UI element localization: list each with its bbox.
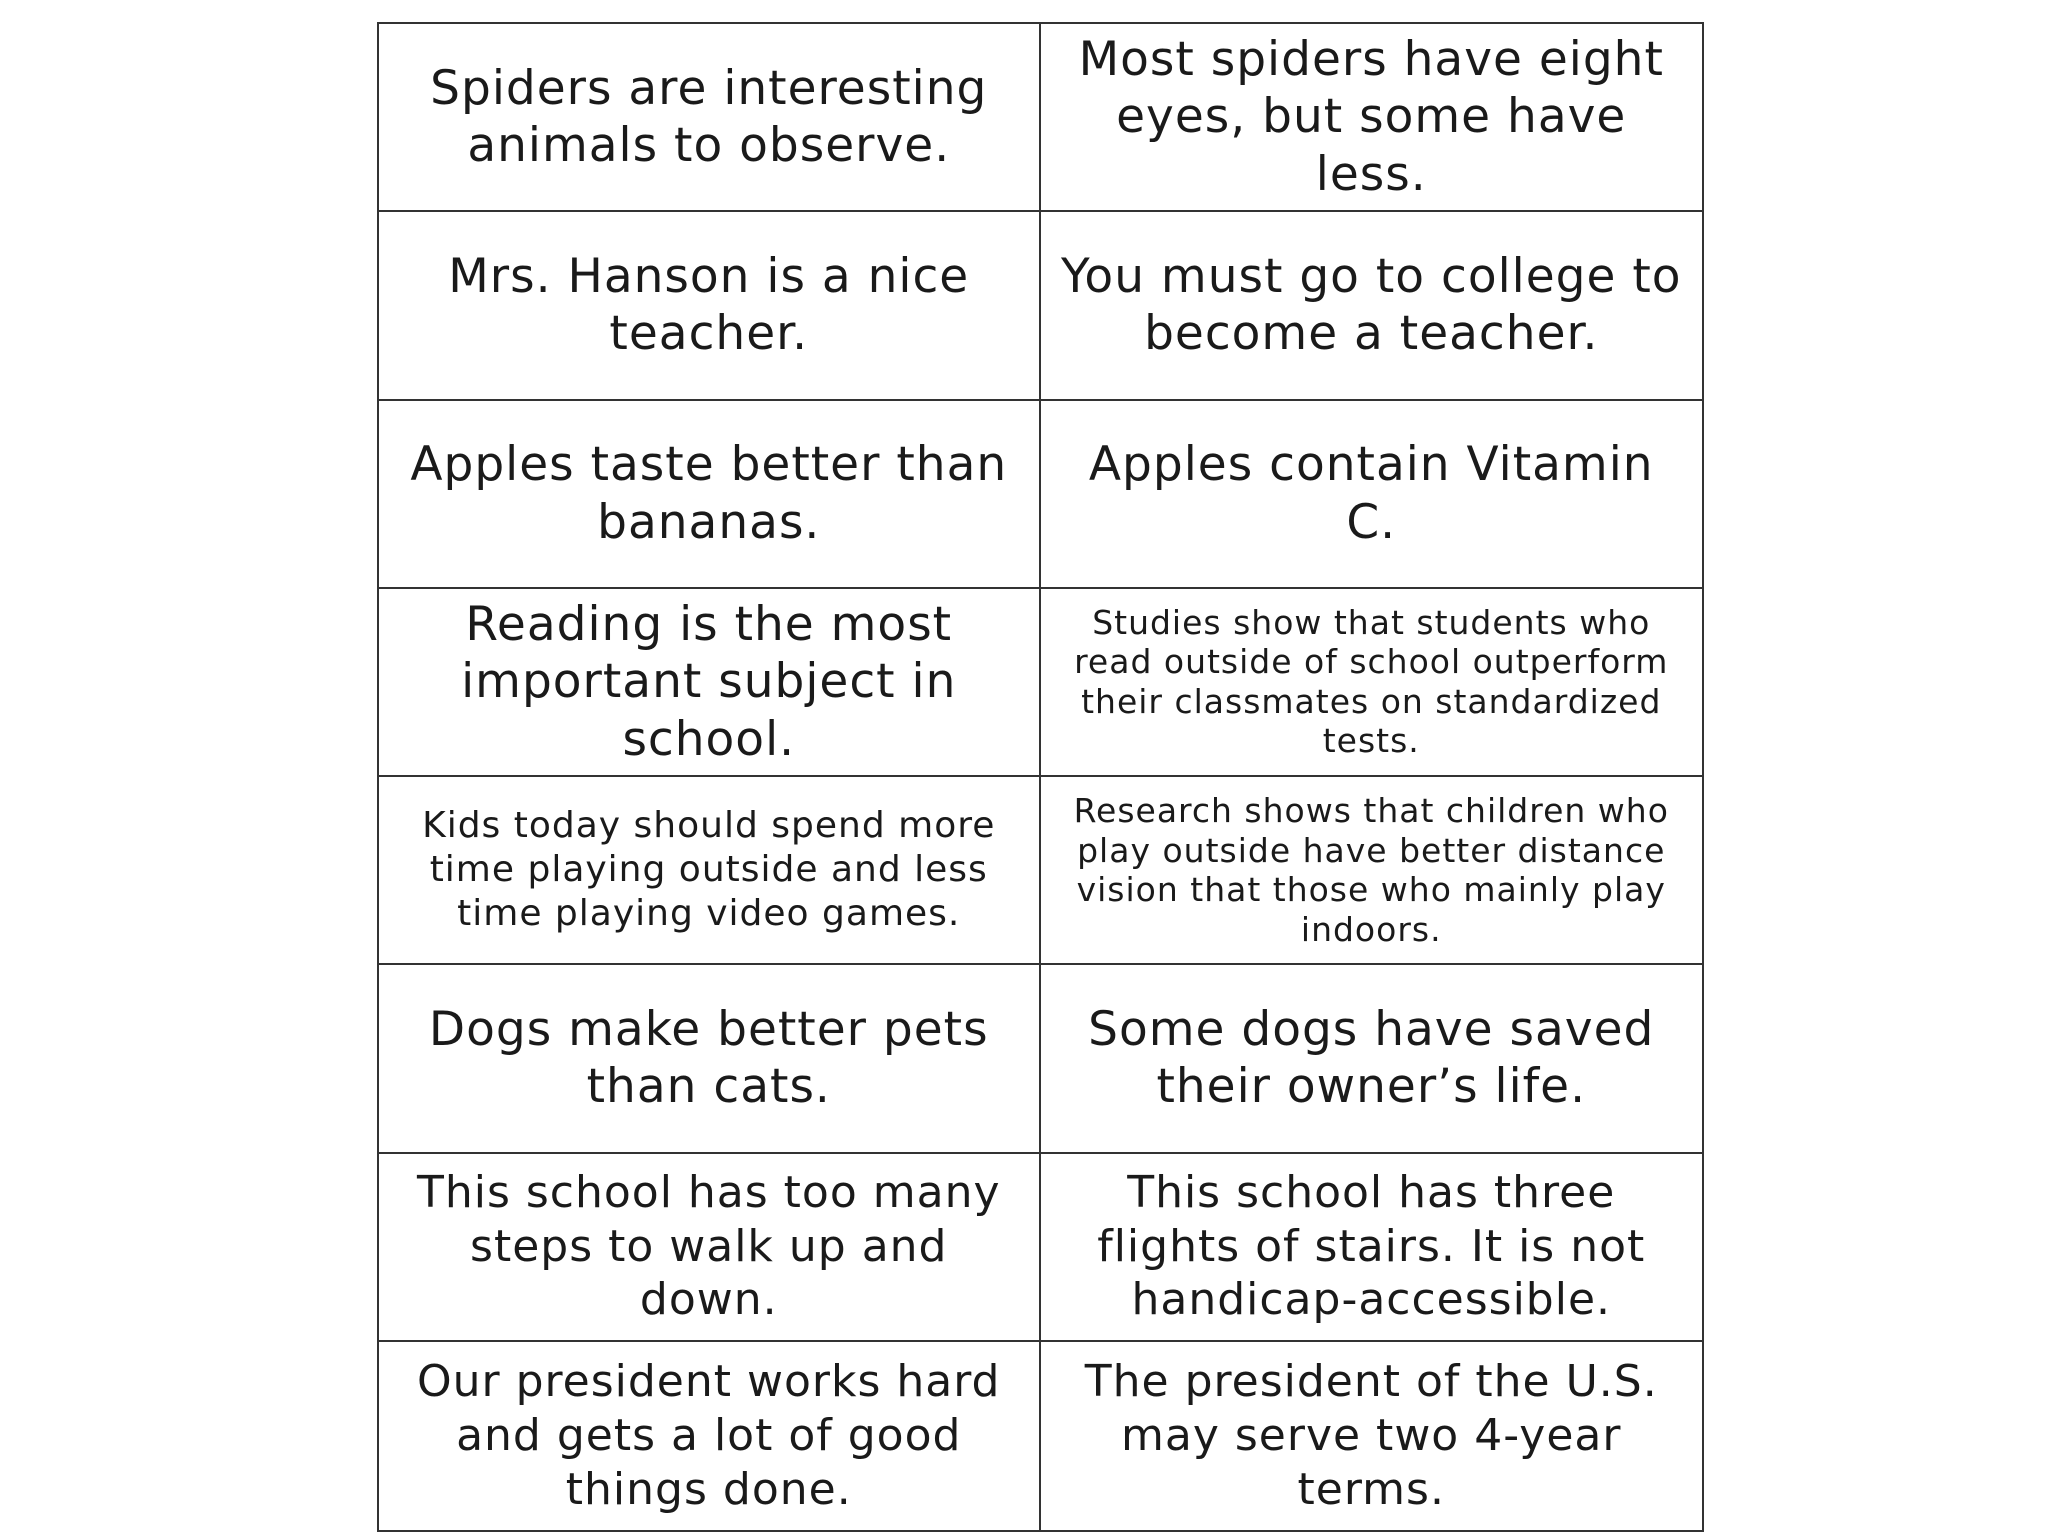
card-text: Apples taste better than bananas.: [410, 437, 1008, 550]
card-teacher-fact: [1041, 212, 1703, 400]
card-text: Spiders are interesting animals to observe.: [430, 60, 988, 174]
card-text: Most spiders have eight eyes, but some have less.: [1078, 32, 1664, 202]
card-text: Kids today should spend more time playing outside and less time playing video games.: [422, 805, 996, 935]
card-spiders-opinion: [379, 24, 1041, 212]
card-outside-opinion: [379, 777, 1041, 965]
card-text: Some dogs have saved their owner’s life.: [1088, 1002, 1655, 1115]
card-text: This school has too many steps to walk up and down.: [416, 1167, 1001, 1326]
card-text: This school has three flights of stairs. It is not handicap-accessible.: [1097, 1167, 1646, 1326]
card-reading-fact: [1041, 589, 1703, 777]
fact-opinion-card-grid: [377, 22, 1704, 1532]
card-text: Dogs make better pets than cats.: [428, 1002, 989, 1115]
card-dogs-opinion: [379, 965, 1041, 1153]
card-president-opinion: [379, 1342, 1041, 1530]
card-text: Studies show that students who read outside of school outperform their classmates on standardized tests.: [1074, 602, 1669, 761]
card-school-fact: [1041, 1154, 1703, 1342]
card-text: Reading is the most important subject in school.: [461, 596, 957, 767]
card-text: Apples contain Vitamin C.: [1088, 437, 1654, 550]
card-text: Mrs. Hanson is a nice teacher.: [448, 249, 970, 362]
card-apples-fact: [1041, 401, 1703, 589]
card-apples-opinion: [379, 401, 1041, 589]
card-text: The president of the U.S. may serve two 4-year terms.: [1084, 1356, 1658, 1515]
card-text: Our president works hard and gets a lot of good things done.: [417, 1356, 1001, 1515]
card-teacher-opinion: [379, 212, 1041, 400]
card-reading-opinion: [379, 589, 1041, 777]
card-school-opinion: [379, 1154, 1041, 1342]
card-text: You must go to college to become a teacher.: [1060, 249, 1682, 362]
card-dogs-fact: [1041, 965, 1703, 1153]
card-outside-fact: [1041, 777, 1703, 965]
card-president-fact: [1041, 1342, 1703, 1530]
card-text: Research shows that children who play outside have better distance vision that those who mainly play indoors.: [1073, 790, 1669, 949]
card-spiders-fact: [1041, 24, 1703, 212]
